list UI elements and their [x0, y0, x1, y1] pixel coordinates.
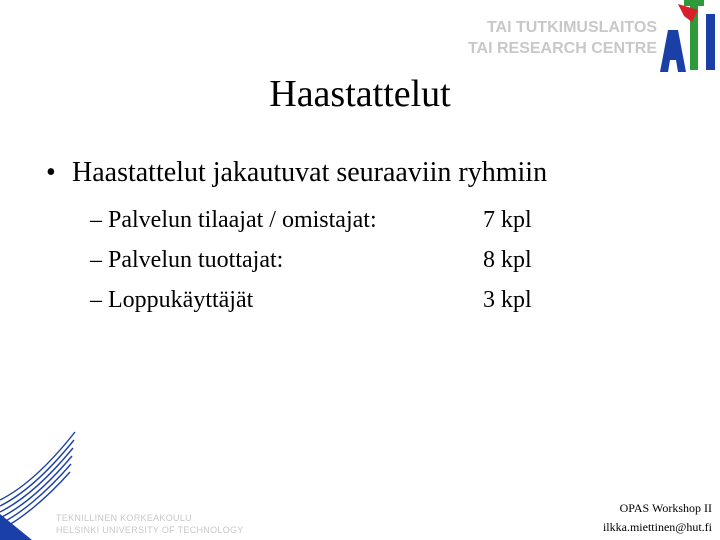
- institution-name-fi: TAI TUTKIMUSLAITOS: [486, 19, 657, 36]
- item-label: – Loppukäyttäjät: [90, 287, 254, 313]
- university-name: [56, 512, 244, 536]
- item-label: – Palvelun tuottajat:: [90, 247, 284, 273]
- footer-info: [603, 499, 712, 537]
- item-count: 7 kpl: [483, 207, 532, 233]
- item-label: – Palvelun tilaajat / omistajat:: [90, 207, 377, 233]
- logo-i-shape: [706, 14, 715, 70]
- slide-title: Haastattelut: [269, 73, 451, 115]
- logo-a-shape: [660, 30, 686, 72]
- event-name: OPAS Workshop II: [619, 501, 712, 515]
- university-logo-corner: [0, 514, 32, 540]
- university-name-en: HELSINKI UNIVERSITY OF TECHNOLOGY: [56, 525, 244, 535]
- list-item: [90, 280, 532, 320]
- main-bullet-text: Haastattelut jakautuvat seuraaviin ryhmiin: [72, 157, 548, 188]
- institution-name-en: TAI RESEARCH CENTRE: [467, 40, 657, 57]
- author-email: ilkka.miettinen@hut.fi: [602, 520, 712, 534]
- item-count: 8 kpl: [483, 247, 532, 273]
- bullet-dot: •: [46, 157, 56, 188]
- sub-list: [90, 200, 532, 320]
- institution-header: [468, 17, 657, 59]
- university-name-fi: TEKNILLINEN KORKEAKOULU: [56, 513, 192, 523]
- item-count: 3 kpl: [483, 287, 532, 313]
- list-item: [90, 200, 532, 240]
- main-bullet: [46, 157, 547, 189]
- list-item: [90, 240, 532, 280]
- tai-logo: [658, 0, 720, 72]
